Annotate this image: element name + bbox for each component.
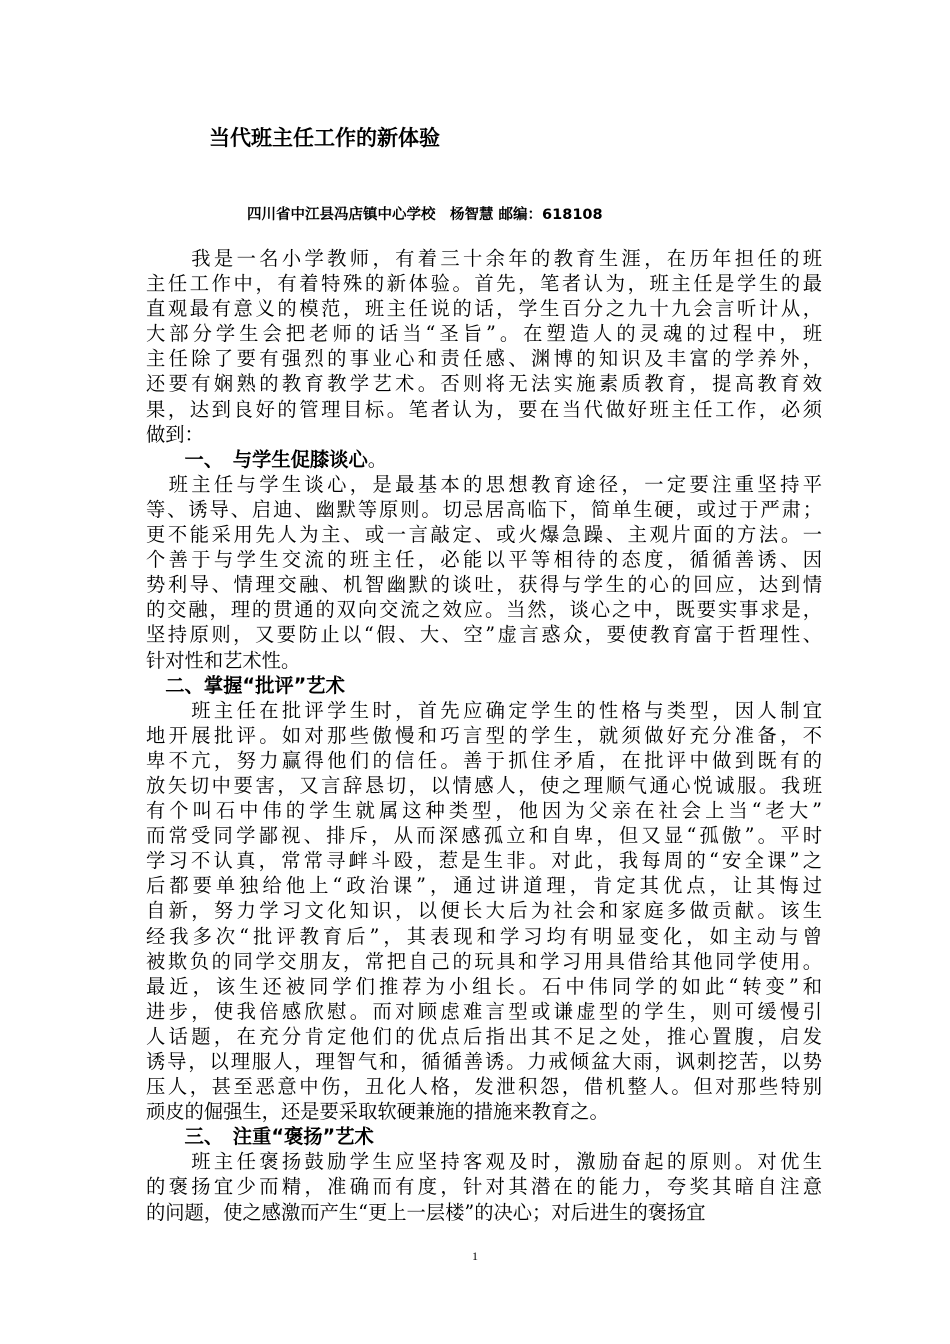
text-line: 后都要单独给他上“政治课”，通过讲道理，肯定其优点，让其悔过 — [146, 874, 822, 898]
text-line: 经我多次“批评教育后”，其表现和学习均有明显变化，如主动与曾 — [146, 924, 822, 948]
text-line: 主任除了要有强烈的事业心和责任感、渊博的知识及丰富的学养外， — [146, 347, 822, 371]
text-line: 的褒扬宜少而精，准确而有度，针对其潜在的能力，夸奖其暗自注意 — [146, 1175, 822, 1199]
text-line: 顽皮的倔强生，还是要采取软硬兼施的措施来教育之。 — [146, 1100, 609, 1124]
text-line: 自新，努力学习文化知识，以便长大后为社会和家庭多做贡献。该生 — [146, 899, 822, 923]
heading-text: 与学生促膝谈心 — [232, 447, 368, 471]
author-line: 四川省中江县冯店镇中心学校 杨智慧 邮编：618108 — [247, 207, 603, 223]
text-line: 等、诱导、启迪、幽默等原则。切忌居高临下，简单生硬，或过于严肃； — [146, 497, 822, 521]
text-line: 诱导，以理服人，理智气和，循循善诱。力戒倾盆大雨，讽刺挖苦，以势 — [146, 1050, 822, 1073]
text-line: 主任工作中，有着特殊的新体验。首先，笔者认为，班主任是学生的最 — [146, 272, 822, 296]
text-line: 班主任与学生谈心，是最基本的思想教育途径，一定要注重坚持平 — [146, 472, 822, 496]
text-line: 还要有娴熟的教育教学艺术。否则将无法实施素质教育，提高教育效 — [146, 372, 822, 396]
text-line: 人话题，在充分肯定他们的优点后指出其不足之处，推心置腹，启发 — [146, 1024, 822, 1048]
page-number: 1 — [472, 1249, 478, 1263]
paragraph-talk — [146, 472, 822, 673]
text-line: 被欺负的同学交朋友，常把自己的玩具和学习用具借给其他同学使用。 — [146, 949, 822, 973]
text-line: 进步，使我倍感欣慰。而对顾虑难言型或谦虚型的学生，则可缓慢引 — [146, 999, 822, 1023]
text-line: 更不能采用先人为主、或一言敲定、或火爆急躁、主观片面的方法。一 — [146, 523, 822, 547]
paragraph-intro — [146, 246, 822, 447]
text-line: 我是一名小学教师，有着三十余年的教育生涯，在历年担任的班 — [146, 247, 822, 270]
text-line: 放矢切中要害，又言辞恳切，以情感人，使之理顺气通心悦诚服。我班 — [146, 773, 822, 797]
text-line: 地开展批评。如对那些傲慢和巧言型的学生，就须做好充分准备，不 — [146, 723, 822, 747]
heading-number: 一、 — [146, 447, 214, 471]
paragraph-praise — [146, 1149, 822, 1224]
text-line: 势利导、情理交融、机智幽默的谈吐，获得与学生的心的回应，达到情 — [146, 573, 822, 597]
text-line: 班主任在批评学生时，首先应确定学生的性格与类型，因人制宜 — [146, 698, 822, 722]
text-line: 针对性和艺术性。 — [146, 648, 301, 672]
text-line: 最近，该生还被同学们推荐为小组长。石中伟同学的如此“转变”和 — [146, 974, 822, 998]
heading-suffix: 。 — [367, 447, 388, 471]
section-heading-2: 二、掌握“批评”艺术 — [146, 673, 345, 697]
text-line: 的问题，使之感激而产生“更上一层楼”的决心；对后进生的褒扬宜 — [146, 1200, 706, 1224]
paragraph-criticism — [146, 698, 822, 1125]
text-line: 班主任褒扬鼓励学生应坚持客观及时，激励奋起的原则。对优生 — [146, 1150, 822, 1174]
text-line: 果，达到良好的管理目标。笔者认为，要在当代做好班主任工作，必须 — [146, 397, 822, 421]
text-line: 大部分学生会把老师的话当“圣旨”。在塑造人的灵魂的过程中，班 — [146, 322, 822, 346]
text-line: 直观最有意义的模范，班主任说的话，学生百分之九十九会言听计从， — [146, 297, 822, 321]
text-line: 而常受同学鄙视、排斥，从而深感孤立和自卑，但又显“孤傲”。平时 — [146, 824, 822, 848]
text-line: 有个叫石中伟的学生就属这种类型，他因为父亲在社会上当“老大” — [146, 799, 822, 823]
document-body — [146, 246, 822, 1225]
text-line: 压人，甚至恶意中伤，丑化人格，发泄积怨，借机整人。但对那些特别 — [146, 1075, 822, 1099]
text-line: 做到： — [146, 422, 204, 446]
text-line: 个善于与学生交流的班主任，必能以平等相待的态度，循循善诱、因 — [146, 548, 822, 572]
section-heading-1 — [146, 447, 822, 472]
text-line: 学习不认真，常常寻衅斗殴，惹是生非。对此，我每周的“安全课”之 — [146, 849, 822, 873]
text-line: 的交融，理的贯通的双向交流之效应。当然，谈心之中，既要实事求是， — [146, 598, 822, 622]
text-line: 坚持原则，又要防止以“假、大、空”虚言惑众，要使教育富于哲理性、 — [146, 623, 822, 647]
text-line: 卑不亢，努力赢得他们的信任。善于抓住矛盾，在批评中做到既有的 — [146, 748, 822, 772]
document-title: 当代班主任工作的新体验 — [209, 126, 440, 150]
section-heading-3: 三、 注重“褒扬”艺术 — [146, 1125, 374, 1149]
